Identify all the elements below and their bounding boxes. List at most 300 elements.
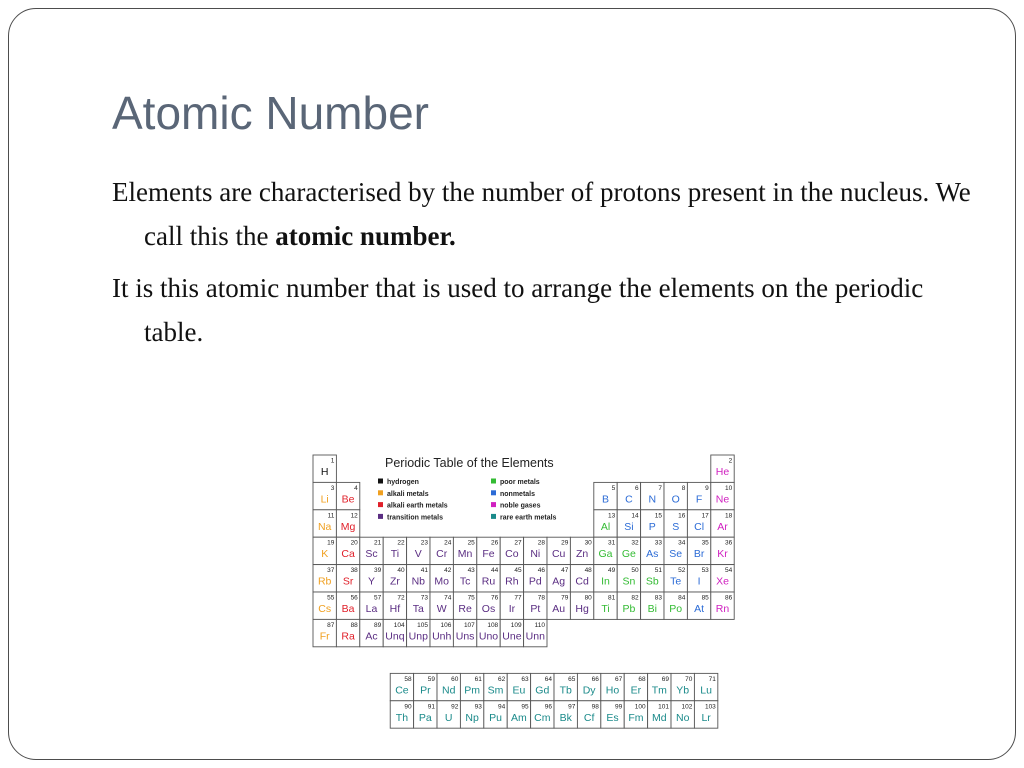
- element-cell-cu: [547, 537, 570, 564]
- element-symbol: Pt: [530, 603, 541, 615]
- element-cell-hf: [383, 592, 406, 619]
- element-cell-zr: [383, 565, 406, 592]
- element-cell-al: [594, 510, 617, 537]
- element-cell-md: [648, 701, 671, 728]
- element-symbol: Une: [502, 630, 522, 643]
- element-symbol: Cu: [551, 548, 566, 561]
- element-symbol: Sc: [365, 548, 378, 561]
- element-symbol: Cm: [534, 711, 551, 724]
- element-atomic-number: 76: [490, 594, 499, 602]
- element-symbol: Tm: [651, 684, 667, 697]
- element-cell-in: [594, 565, 617, 592]
- element-symbol: Fr: [319, 630, 330, 643]
- element-symbol: Am: [511, 711, 527, 724]
- element-symbol: V: [414, 548, 422, 561]
- element-atomic-number: 83: [654, 594, 662, 602]
- element-atomic-number: 48: [584, 567, 592, 575]
- element-cell-ta: [407, 592, 430, 619]
- element-atomic-number: 109: [510, 621, 522, 629]
- element-symbol: H: [320, 466, 329, 478]
- element-atomic-number: 11: [327, 512, 335, 520]
- element-atomic-number: 68: [638, 675, 646, 683]
- element-symbol: Sn: [622, 575, 636, 588]
- element-symbol: Es: [606, 711, 619, 724]
- element-atomic-number: 49: [607, 567, 616, 575]
- element-symbol: Sm: [487, 684, 504, 697]
- element-atomic-number: 66: [591, 675, 599, 683]
- element-atomic-number: 10: [724, 484, 733, 492]
- element-symbol: Pm: [464, 684, 480, 697]
- element-symbol: Md: [652, 711, 667, 724]
- element-atomic-number: 88: [350, 621, 358, 629]
- element-symbol: Co: [505, 548, 519, 561]
- element-cell-ag: [547, 565, 570, 592]
- element-symbol: Pd: [528, 575, 542, 588]
- element-atomic-number: 85: [701, 594, 709, 602]
- element-atomic-number: 74: [444, 594, 452, 602]
- element-symbol: Mo: [434, 575, 449, 588]
- element-atomic-number: 28: [537, 539, 545, 547]
- element-cell-ir: [500, 592, 523, 619]
- element-cell-unp: [407, 619, 430, 646]
- element-atomic-number: 108: [487, 621, 499, 629]
- element-symbol: I: [697, 575, 701, 588]
- element-atomic-number: 18: [724, 512, 733, 520]
- element-atomic-number: 79: [561, 594, 569, 602]
- element-cell-tc: [453, 565, 476, 592]
- element-cell-cd: [570, 565, 593, 592]
- element-cell-dy: [577, 673, 600, 700]
- legend-item-alkaline: [378, 502, 448, 510]
- element-symbol: Yb: [676, 684, 690, 697]
- element-atomic-number: 44: [490, 567, 499, 575]
- element-atomic-number: 100: [634, 703, 646, 711]
- element-symbol: Pa: [418, 711, 432, 724]
- paragraph-periodic-table-use: It is this atomic number that is used to arrange the elements on the periodic table.: [112, 273, 924, 347]
- element-symbol: Si: [624, 520, 634, 533]
- element-cell-ar: [711, 510, 734, 537]
- element-symbol: Mn: [457, 548, 473, 561]
- element-symbol: Unn: [525, 630, 545, 643]
- element-atomic-number: 39: [373, 567, 382, 575]
- element-cell-pd: [524, 565, 547, 592]
- element-cell-u: [437, 701, 460, 728]
- element-atomic-number: 2: [728, 457, 733, 465]
- element-symbol: Pb: [622, 603, 636, 615]
- element-cell-hg: [570, 592, 593, 619]
- element-atomic-number: 8: [681, 484, 686, 492]
- element-atomic-number: 53: [701, 567, 709, 575]
- legend-label: nonmetals: [500, 490, 536, 498]
- element-atomic-number: 29: [561, 539, 569, 547]
- element-symbol: Re: [458, 603, 472, 615]
- element-cell-fm: [624, 701, 647, 728]
- element-cell-mo: [430, 565, 453, 592]
- element-symbol: Ni: [530, 548, 541, 561]
- element-cell-xe: [711, 565, 734, 592]
- element-symbol: Hg: [575, 603, 589, 615]
- element-cell-ba: [336, 592, 359, 619]
- element-cell-re: [453, 592, 476, 619]
- element-atomic-number: 3: [330, 484, 335, 492]
- element-cell-li: [313, 482, 336, 509]
- element-cell-te: [664, 565, 687, 592]
- element-symbol: Xe: [716, 575, 729, 588]
- element-atomic-number: 82: [631, 594, 639, 602]
- element-atomic-number: 27: [514, 539, 522, 547]
- element-cell-es: [601, 701, 624, 728]
- element-symbol: Ti: [390, 548, 400, 561]
- element-atomic-number: 23: [420, 539, 428, 547]
- element-symbol: Rn: [715, 603, 730, 615]
- element-cell-he: [711, 455, 734, 482]
- legend-swatch: [378, 490, 383, 495]
- periodic-table-image: [310, 450, 760, 730]
- element-cell-uns: [453, 619, 476, 646]
- element-symbol: Po: [669, 603, 683, 615]
- element-cell-cf: [577, 701, 600, 728]
- element-symbol: Nd: [442, 684, 456, 697]
- element-symbol: Pu: [489, 711, 502, 724]
- element-symbol: Rh: [505, 575, 519, 588]
- element-cell-ga: [594, 537, 617, 564]
- element-cell-unh: [430, 619, 453, 646]
- element-symbol: Kr: [717, 548, 728, 561]
- element-cell-p: [641, 510, 664, 537]
- element-symbol: Fe: [482, 548, 495, 561]
- element-atomic-number: 96: [544, 703, 553, 711]
- element-cell-ge: [617, 537, 640, 564]
- element-cell-er: [624, 673, 647, 700]
- element-symbol: Fm: [628, 711, 644, 724]
- element-atomic-number: 69: [661, 675, 670, 683]
- legend-label: alkali metals: [387, 490, 429, 498]
- element-atomic-number: 40: [397, 567, 405, 575]
- element-symbol: Se: [669, 548, 683, 561]
- element-cell-ni: [524, 537, 547, 564]
- element-cell-pm: [460, 673, 483, 700]
- legend-item-transition: [378, 514, 443, 522]
- element-symbol: Na: [317, 520, 332, 533]
- element-symbol: Os: [481, 603, 496, 615]
- element-symbol: Ti: [601, 603, 610, 615]
- element-atomic-number: 103: [704, 703, 716, 711]
- element-cell-sn: [617, 565, 640, 592]
- element-symbol: Li: [320, 493, 329, 506]
- element-cell-np: [460, 701, 483, 728]
- element-cell-rb: [313, 565, 336, 592]
- element-cell-th: [390, 701, 413, 728]
- element-symbol: Unh: [432, 630, 452, 643]
- element-symbol: He: [715, 466, 730, 478]
- element-atomic-number: 84: [678, 594, 686, 602]
- element-cell-cs: [313, 592, 336, 619]
- element-atomic-number: 12: [350, 512, 358, 520]
- legend-swatch: [491, 490, 496, 495]
- element-atomic-number: 58: [404, 675, 412, 683]
- element-symbol: Lu: [700, 684, 712, 697]
- element-symbol: Sb: [645, 575, 659, 588]
- legend-item-rare: [491, 514, 557, 522]
- element-symbol: N: [648, 493, 657, 506]
- element-symbol: Hf: [389, 603, 401, 615]
- periodic-table-figure: [310, 450, 750, 725]
- element-atomic-number: 107: [463, 621, 475, 629]
- element-atomic-number: 42: [444, 567, 452, 575]
- element-atomic-number: 60: [451, 675, 459, 683]
- element-atomic-number: 93: [474, 703, 482, 711]
- element-symbol: Unp: [408, 630, 428, 643]
- element-cell-unq: [383, 619, 406, 646]
- element-atomic-number: 24: [444, 539, 452, 547]
- element-atomic-number: 4: [354, 484, 358, 492]
- element-atomic-number: 5: [611, 484, 616, 492]
- element-cell-tb: [554, 673, 577, 700]
- element-atomic-number: 6: [634, 484, 639, 492]
- element-atomic-number: 104: [393, 621, 405, 629]
- element-symbol: P: [648, 520, 656, 533]
- element-cell-ho: [601, 673, 624, 700]
- element-symbol: Ce: [395, 684, 409, 697]
- element-symbol: Tb: [559, 684, 572, 697]
- element-cell-ti: [383, 537, 406, 564]
- element-atomic-number: 55: [327, 594, 335, 602]
- element-cell-nb: [407, 565, 430, 592]
- element-atomic-number: 37: [327, 567, 335, 575]
- legend-label: poor metals: [500, 479, 540, 486]
- element-symbol: U: [444, 711, 453, 724]
- element-cell-ce: [390, 673, 413, 700]
- element-cell-b: [594, 482, 617, 509]
- element-atomic-number: 67: [614, 675, 623, 683]
- element-atomic-number: 57: [373, 594, 382, 602]
- element-cell-f: [687, 482, 710, 509]
- element-atomic-number: 87: [327, 621, 335, 629]
- element-atomic-number: 98: [591, 703, 599, 711]
- element-symbol: Cs: [318, 603, 332, 615]
- element-cell-i: [687, 565, 710, 592]
- element-cell-be: [336, 482, 359, 509]
- element-cell-se: [664, 537, 687, 564]
- element-cell-s: [664, 510, 687, 537]
- element-cell-mg: [336, 510, 359, 537]
- element-atomic-number: 17: [701, 512, 709, 520]
- legend-swatch: [378, 514, 383, 519]
- legend-label: transition metals: [387, 514, 444, 522]
- element-atomic-number: 41: [420, 567, 428, 575]
- element-symbol: Ra: [341, 630, 355, 643]
- element-cell-am: [507, 701, 530, 728]
- element-cell-ti: [594, 592, 617, 619]
- element-cell-o: [664, 482, 687, 509]
- element-atomic-number: 47: [561, 567, 569, 575]
- legend-swatch: [491, 514, 496, 519]
- element-atomic-number: 77: [514, 594, 522, 602]
- element-cell-po: [664, 592, 687, 619]
- element-symbol: Ba: [341, 603, 355, 615]
- element-cell-une: [500, 619, 523, 646]
- element-cell-rn: [711, 592, 734, 619]
- element-cell-br: [687, 537, 710, 564]
- element-symbol: Ge: [621, 548, 636, 561]
- element-atomic-number: 105: [417, 621, 428, 629]
- element-atomic-number: 106: [440, 621, 452, 629]
- element-symbol: Lr: [701, 711, 711, 724]
- element-atomic-number: 92: [451, 703, 459, 711]
- element-cell-v: [407, 537, 430, 564]
- element-atomic-number: 56: [350, 594, 358, 602]
- element-cell-w: [430, 592, 453, 619]
- element-atomic-number: 50: [631, 567, 639, 575]
- element-atomic-number: 73: [420, 594, 428, 602]
- legend-swatch: [378, 479, 383, 484]
- legend-swatch: [491, 502, 496, 507]
- element-atomic-number: 62: [497, 675, 506, 683]
- element-atomic-number: 15: [654, 512, 662, 520]
- element-symbol: Np: [465, 711, 479, 724]
- element-symbol: Uno: [478, 630, 499, 643]
- element-symbol: Ru: [481, 575, 496, 588]
- element-symbol: Ir: [508, 603, 516, 615]
- element-cell-pr: [414, 673, 437, 700]
- element-symbol: Te: [670, 575, 682, 588]
- element-cell-ne: [711, 482, 734, 509]
- element-atomic-number: 26: [490, 539, 499, 547]
- element-symbol: Pr: [420, 684, 431, 697]
- element-cell-tm: [648, 673, 671, 700]
- element-atomic-number: 63: [521, 675, 529, 683]
- element-cell-cl: [687, 510, 710, 537]
- element-cell-pb: [617, 592, 640, 619]
- element-atomic-number: 90: [404, 703, 412, 711]
- element-symbol: Ac: [365, 630, 378, 643]
- element-cell-si: [617, 510, 640, 537]
- element-cell-bi: [641, 592, 664, 619]
- element-symbol: Dy: [582, 684, 596, 697]
- element-cell-fe: [477, 537, 500, 564]
- element-atomic-number: 22: [397, 539, 405, 547]
- element-symbol: Mg: [340, 520, 356, 533]
- element-cell-ra: [336, 619, 359, 646]
- element-atomic-number: 43: [467, 567, 475, 575]
- element-cell-pu: [484, 701, 507, 728]
- element-cell-co: [500, 537, 523, 564]
- element-atomic-number: 61: [474, 675, 482, 683]
- element-cell-yb: [671, 673, 694, 700]
- element-cell-fr: [313, 619, 336, 646]
- legend-label: noble gases: [500, 502, 541, 510]
- element-symbol: Br: [693, 548, 705, 561]
- element-atomic-number: 110: [534, 621, 545, 629]
- element-symbol: La: [365, 603, 378, 615]
- element-atomic-number: 97: [568, 703, 576, 711]
- element-cell-sr: [336, 565, 359, 592]
- element-atomic-number: 99: [614, 703, 623, 711]
- element-atomic-number: 72: [397, 594, 405, 602]
- element-cell-os: [477, 592, 500, 619]
- element-atomic-number: 52: [678, 567, 686, 575]
- element-cell-lu: [694, 673, 717, 700]
- element-symbol: Cd: [575, 575, 589, 588]
- element-cell-pt: [524, 592, 547, 619]
- element-symbol: Tc: [459, 575, 471, 588]
- element-cell-h: [313, 455, 336, 482]
- element-atomic-number: 34: [678, 539, 686, 547]
- element-cell-mn: [453, 537, 476, 564]
- element-symbol: Ar: [717, 520, 728, 533]
- element-atomic-number: 20: [350, 539, 358, 547]
- element-symbol: Rb: [317, 575, 332, 588]
- legend-label: alkali earth metals: [387, 502, 448, 510]
- element-cell-sm: [484, 673, 507, 700]
- slide-title: Atomic Number: [112, 87, 429, 139]
- element-atomic-number: 35: [701, 539, 709, 547]
- element-cell-la: [360, 592, 383, 619]
- element-symbol: Bi: [647, 603, 657, 615]
- element-atomic-number: 59: [427, 675, 436, 683]
- element-atomic-number: 7: [658, 484, 662, 492]
- element-symbol: Ag: [552, 575, 566, 588]
- paragraph-1-bold-term: atomic number.: [275, 221, 456, 251]
- element-cell-unn: [524, 619, 547, 646]
- element-symbol: As: [646, 548, 659, 561]
- element-symbol: Eu: [512, 684, 526, 697]
- element-symbol: S: [672, 520, 680, 533]
- element-symbol: Zn: [575, 548, 589, 561]
- element-cell-n: [641, 482, 664, 509]
- element-atomic-number: 21: [373, 539, 382, 547]
- slide-body: [112, 170, 982, 362]
- element-atomic-number: 33: [654, 539, 662, 547]
- element-atomic-number: 65: [568, 675, 576, 683]
- element-symbol: C: [625, 493, 633, 506]
- element-cell-at: [687, 592, 710, 619]
- element-atomic-number: 81: [607, 594, 616, 602]
- element-symbol: O: [671, 493, 680, 506]
- element-symbol: In: [601, 575, 610, 588]
- element-symbol: Unq: [385, 630, 405, 643]
- element-symbol: Bk: [559, 711, 572, 724]
- element-atomic-number: 32: [631, 539, 639, 547]
- element-cell-k: [313, 537, 336, 564]
- element-cell-lr: [694, 701, 717, 728]
- element-symbol: B: [601, 493, 610, 506]
- element-cell-nd: [437, 673, 460, 700]
- element-symbol: F: [695, 493, 703, 506]
- paragraph-atomic-number-definition: [112, 170, 982, 258]
- element-atomic-number: 89: [373, 621, 382, 629]
- element-symbol: Ta: [412, 603, 424, 615]
- element-symbol: Al: [600, 520, 611, 533]
- element-cell-na: [313, 510, 336, 537]
- element-atomic-number: 51: [654, 567, 662, 575]
- paragraph-1-text: Elements are characterised by the number of protons present in the nucleus. We call this the: [112, 177, 971, 251]
- element-cell-cm: [531, 701, 554, 728]
- element-symbol: Th: [395, 711, 409, 724]
- element-cell-ac: [360, 619, 383, 646]
- element-symbol: Ca: [341, 548, 355, 561]
- element-cell-ru: [477, 565, 500, 592]
- element-atomic-number: 64: [544, 675, 553, 683]
- element-symbol: Au: [552, 603, 566, 615]
- element-cell-c: [617, 482, 640, 509]
- element-atomic-number: 31: [607, 539, 616, 547]
- element-symbol: Nb: [411, 575, 426, 588]
- element-atomic-number: 86: [724, 594, 733, 602]
- element-symbol: Ne: [715, 493, 730, 506]
- element-atomic-number: 14: [631, 512, 639, 520]
- element-symbol: Uns: [455, 630, 475, 643]
